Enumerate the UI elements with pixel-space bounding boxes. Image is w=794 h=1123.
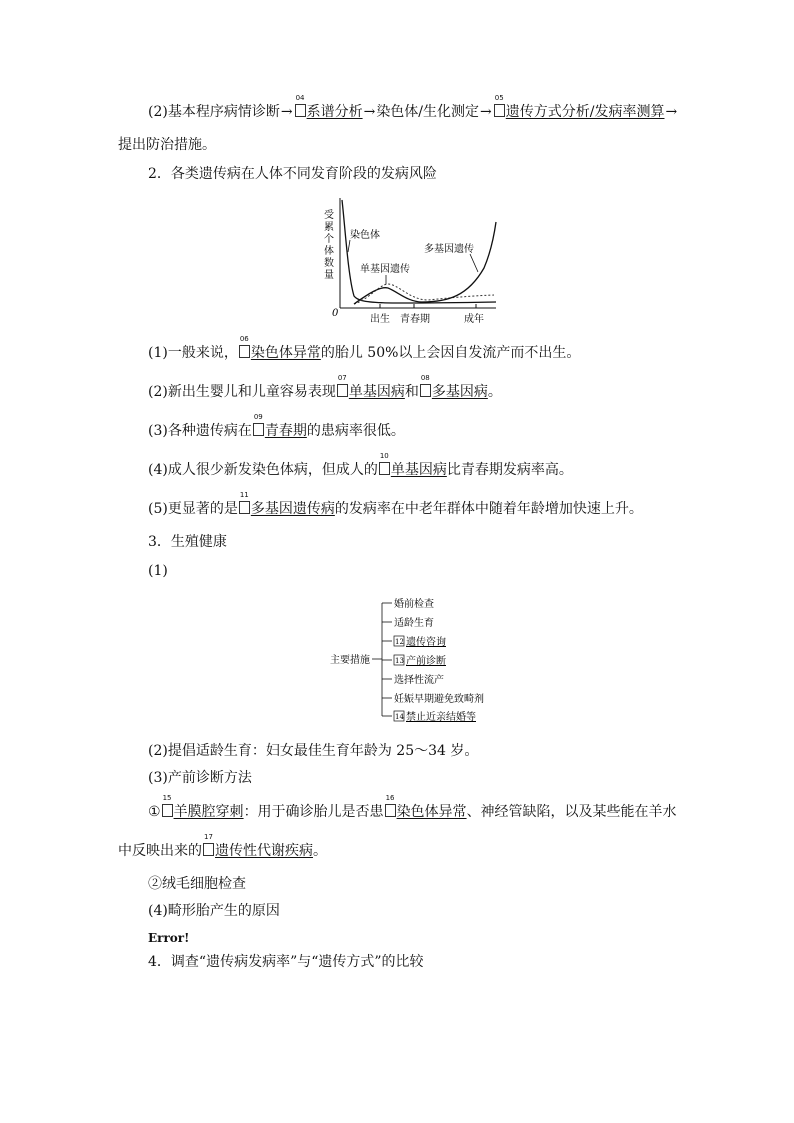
method-1: ① 15 羊膜腔穿刺：用于确诊胎儿是否患 16 染色体异常、神经管缺陷，以及某些能在羊水 <box>148 794 677 820</box>
method-2: ②绒毛细胞检查 <box>148 876 246 892</box>
curve-label-multi-gene: 多基因遗传 <box>424 244 474 255</box>
item-4: (4)成人很少新发染色体病，但成人的 10 单基因病比青春期发病率高。 <box>148 452 573 478</box>
arrow-icon: → <box>665 104 678 120</box>
item-1: (1)一般来说， 06 染色体异常的胎儿 50%以上会因自发流产而不出生。 <box>148 335 581 361</box>
measures-tree <box>326 592 506 726</box>
arrow-icon: → <box>363 104 376 120</box>
ylabel-char: 体 <box>324 246 334 257</box>
ylabel-char: 受 <box>324 210 334 221</box>
curve-label-single-gene: 单基因遗传 <box>360 264 410 275</box>
item-3: (3)各种遗传病在 09 青春期的患病率很低。 <box>148 413 405 439</box>
procedure-line: (2)基本程序病情诊断→ 04 系谱分析→染色体/生化测定→ 05 遗传方式分析/发病率测算→ <box>148 94 678 120</box>
ylabel-char: 累 <box>324 222 334 233</box>
arrow-icon: → <box>480 104 492 120</box>
tree-num: 14 <box>395 713 404 721</box>
tree-item: 适龄生育 <box>394 618 434 629</box>
answer-box: 10 <box>379 462 390 475</box>
answer-box: 04 <box>295 104 306 117</box>
tree-num: 13 <box>395 657 404 665</box>
answer-box: 11 <box>239 501 250 514</box>
section-heading-2: 2．各类遗传病在人体不同发育阶段的发病风险 <box>148 166 437 182</box>
xlabel-birth: 出生 <box>370 314 390 325</box>
arrow-icon: → <box>280 104 293 120</box>
sub-1-label: (1) <box>148 563 168 579</box>
xlabel-puberty: 青春期 <box>400 314 430 325</box>
tree-item: 禁止近亲结婚等 <box>406 712 476 723</box>
item-2: (2)新出生婴儿和儿童容易表现 07 单基因病和 08 多基因病。 <box>148 374 502 400</box>
curve-label-chromosome: 染色体 <box>350 230 380 241</box>
answer-box: 05 <box>494 104 505 117</box>
tree-item: 妊娠早期避免致畸剂 <box>394 694 484 705</box>
section-heading-3: 3．生殖健康 <box>148 534 227 550</box>
section-heading-4: 4．调查“遗传病发病率”与“遗传方式”的比较 <box>148 954 424 970</box>
tree-item: 婚前检查 <box>394 599 434 610</box>
ylabel-char: 数 <box>324 258 334 269</box>
sub-2: (2)提倡适龄生育：妇女最佳生育年龄为 25～34 岁。 <box>148 743 479 759</box>
origin-label: 0 <box>332 308 339 319</box>
ylabel-char: 个 <box>324 234 334 245</box>
error-text: Error! <box>148 931 190 945</box>
answer-box: 06 <box>239 345 250 358</box>
answer-box: 09 <box>253 423 264 436</box>
tree-item: 产前诊断 <box>406 656 446 667</box>
tree-item: 选择性流产 <box>394 675 444 686</box>
item-5: (5)更显著的是 11 多基因遗传病的发病率在中老年群体中随着年龄增加快速上升。 <box>148 491 643 517</box>
answer-box: 07 <box>337 384 348 397</box>
procedure-line-cont: 提出防治措施。 <box>118 137 216 153</box>
ylabel-char: 量 <box>324 270 334 281</box>
risk-graph <box>318 196 502 326</box>
method-1-cont: 中反映出来的 17 遗传性代谢疾病。 <box>118 833 327 859</box>
xlabel-adult: 成年 <box>464 314 484 325</box>
answer-box: 15 <box>162 804 173 817</box>
answer-box: 08 <box>420 384 431 397</box>
answer-box: 16 <box>385 804 396 817</box>
single-gene-curve <box>354 284 494 304</box>
tree-item: 遗传咨询 <box>406 637 446 648</box>
answer-box: 17 <box>203 843 214 856</box>
sub-3: (3)产前诊断方法 <box>148 770 252 786</box>
tree-root: 主要措施 <box>330 655 370 666</box>
tree-num: 12 <box>395 638 404 646</box>
sub-4: (4)畸形胎产生的原因 <box>148 903 280 919</box>
